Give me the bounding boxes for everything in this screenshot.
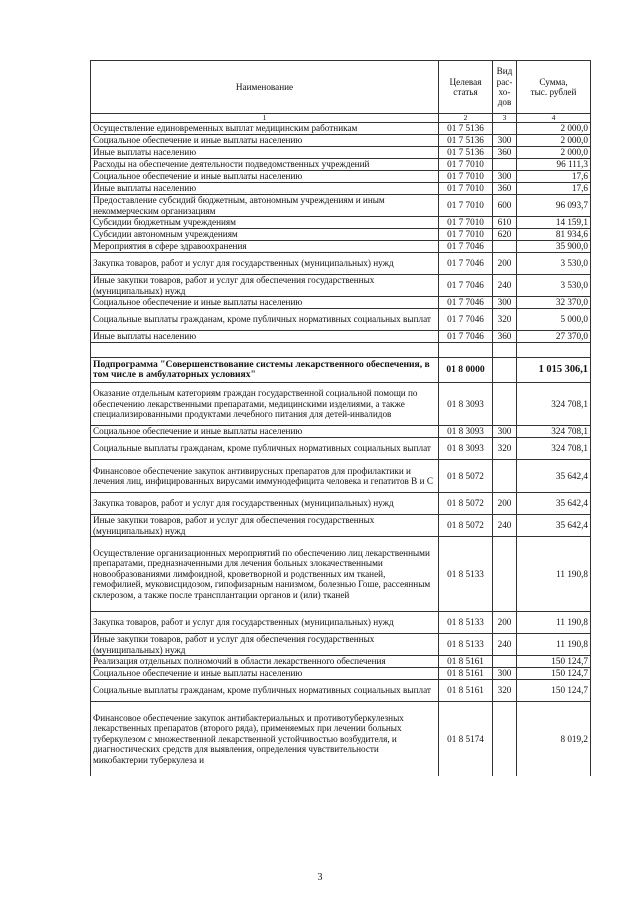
row-vid-cell: 360 (493, 183, 517, 195)
table-row (91, 229, 591, 241)
row-vid-cell: 200 (493, 493, 517, 515)
row-sum-cell: 150 124,7 (517, 656, 591, 668)
table-row (91, 241, 591, 253)
row-sum-cell: 17,6 (517, 183, 591, 195)
row-code-cell: 01 8 5133 (439, 634, 493, 656)
row-name-cell: Социальное обеспечение и иные выплаты населению (91, 426, 439, 438)
table-body (91, 123, 591, 777)
table-row (91, 612, 591, 634)
row-vid-cell: 320 (493, 438, 517, 460)
row-vid-cell (493, 702, 517, 777)
row-vid-cell: 620 (493, 229, 517, 241)
table-row (91, 331, 591, 343)
row-sum-cell: 35 642,4 (517, 460, 591, 493)
row-sum-cell: 11 190,8 (517, 634, 591, 656)
row-sum-cell: 2 000,0 (517, 147, 591, 159)
row-sum-cell: 35 642,4 (517, 515, 591, 537)
row-sum-cell: 14 159,1 (517, 217, 591, 229)
table-row (91, 159, 591, 171)
row-name-cell: Социальные выплаты гражданам, кроме публичных нормативных социальных выплат (91, 309, 439, 331)
table-row (91, 297, 591, 309)
row-name-cell: Социальное обеспечение и иные выплаты населению (91, 668, 439, 680)
row-vid-cell (493, 358, 517, 383)
row-sum-cell: 8 019,2 (517, 702, 591, 777)
row-sum-cell: 35 642,4 (517, 493, 591, 515)
table-row (91, 343, 591, 358)
table-row (91, 183, 591, 195)
row-vid-cell (493, 460, 517, 493)
row-vid-cell: 300 (493, 135, 517, 147)
row-vid-cell (493, 537, 517, 612)
row-vid-cell (493, 343, 517, 358)
row-vid-cell (493, 656, 517, 668)
row-name-cell: Подпрограмма "Совершенствование системы лекарственного обеспечения, в том числе в амбулаторных условиях" (91, 358, 439, 383)
row-name-cell: Социальное обеспечение и иные выплаты населению (91, 135, 439, 147)
row-vid-cell: 610 (493, 217, 517, 229)
row-code-cell: 01 8 0000 (439, 358, 493, 383)
row-sum-cell (517, 343, 591, 358)
row-sum-cell: 32 370,0 (517, 297, 591, 309)
table-row (91, 195, 591, 217)
row-vid-cell (493, 241, 517, 253)
row-code-cell: 01 8 5133 (439, 612, 493, 634)
row-name-cell: Иные выплаты населению (91, 331, 439, 343)
row-name-cell: Осуществление единовременных выплат медицинским работникам (91, 123, 439, 135)
row-sum-cell: 2 000,0 (517, 135, 591, 147)
row-code-cell: 01 7 7010 (439, 217, 493, 229)
column-number-row (91, 114, 591, 123)
row-sum-cell: 96 111,3 (517, 159, 591, 171)
table-row (91, 171, 591, 183)
row-code-cell: 01 8 3093 (439, 383, 493, 426)
row-sum-cell: 3 530,0 (517, 275, 591, 297)
row-sum-cell: 3 530,0 (517, 253, 591, 275)
row-vid-cell: 300 (493, 171, 517, 183)
row-sum-cell: 17,6 (517, 171, 591, 183)
row-code-cell: 01 7 7010 (439, 195, 493, 217)
table-row (91, 493, 591, 515)
header-vid (493, 61, 517, 114)
row-name-cell: Расходы на обеспечение деятельности подведомственных учреждений (91, 159, 439, 171)
row-name-cell: Закупка товаров, работ и услуг для государственных (муниципальных) нужд (91, 253, 439, 275)
row-sum-cell: 96 093,7 (517, 195, 591, 217)
row-vid-cell: 360 (493, 331, 517, 343)
row-code-cell: 01 8 5161 (439, 668, 493, 680)
column-number: 2 (439, 114, 493, 123)
row-vid-cell: 320 (493, 309, 517, 331)
row-code-cell: 01 7 7046 (439, 275, 493, 297)
table-row (91, 123, 591, 135)
row-code-cell: 01 8 5174 (439, 702, 493, 777)
header-vid-text: Вид рас- хо- дов (496, 66, 513, 108)
table-row (91, 275, 591, 297)
table-row (91, 217, 591, 229)
header-row (91, 61, 591, 114)
row-name-cell: Закупка товаров, работ и услуг для государственных (муниципальных) нужд (91, 493, 439, 515)
row-vid-cell: 240 (493, 634, 517, 656)
header-code-text: Целевая статья (449, 76, 482, 97)
row-sum-cell: 11 190,8 (517, 537, 591, 612)
row-vid-cell (493, 383, 517, 426)
table-row (91, 309, 591, 331)
row-name-cell: Иные закупки товаров, работ и услуг для обеспечения государственных (муниципальных) нужд (91, 634, 439, 656)
row-sum-cell: 2 000,0 (517, 123, 591, 135)
table-row (91, 668, 591, 680)
table-row (91, 702, 591, 777)
row-vid-cell: 320 (493, 680, 517, 702)
header-code (439, 61, 493, 114)
column-number: 1 (91, 114, 439, 123)
row-sum-cell: 81 934,6 (517, 229, 591, 241)
row-vid-cell: 300 (493, 668, 517, 680)
row-name-cell: Мероприятия в сфере здравоохранения (91, 241, 439, 253)
header-sum-text: Сумма, тыс. рублей (530, 76, 577, 97)
row-name-cell: Иные выплаты населению (91, 183, 439, 195)
row-vid-cell (493, 123, 517, 135)
row-code-cell: 01 7 7010 (439, 171, 493, 183)
table-row (91, 253, 591, 275)
row-name-cell: Осуществление организационных мероприятий по обеспечению лиц лекарственными препаратами, предназначенными для лечения больных злокачественными новообразованиями лимфоидной, кроветворной и родственных им тканей, гемофилией, муковисцидозом, гипофизарным нанизмом, болезнью Гоше, рассеянным склерозом, а также после трансплантации органов и (или) тканей (91, 537, 439, 612)
row-name-cell: Социальное обеспечение и иные выплаты населению (91, 171, 439, 183)
header-sum (517, 61, 591, 114)
row-sum-cell: 1 015 306,1 (517, 358, 591, 383)
budget-table (90, 60, 591, 776)
table-row (91, 426, 591, 438)
table-row (91, 680, 591, 702)
row-vid-cell (493, 159, 517, 171)
row-code-cell: 01 7 5136 (439, 135, 493, 147)
row-sum-cell: 324 708,1 (517, 383, 591, 426)
row-name-cell: Финансовое обеспечение закупок антибактериальных и противотуберкулезных лекарственных препаратов (второго ряда), применяемых при лечении больных туберкулезом с множественной лекарственной устойчивостью возбудителя, и диагностических средств для выявления, определения чувствительности микобактерии туберкулеза и (91, 702, 439, 777)
row-name-cell: Социальное обеспечение и иные выплаты населению (91, 297, 439, 309)
row-vid-cell: 360 (493, 147, 517, 159)
table-row (91, 438, 591, 460)
row-sum-cell: 150 124,7 (517, 680, 591, 702)
row-sum-cell: 35 900,0 (517, 241, 591, 253)
row-name-cell: Иные закупки товаров, работ и услуг для обеспечения государственных (муниципальных) нужд (91, 515, 439, 537)
row-name-cell: Закупка товаров, работ и услуг для государственных (муниципальных) нужд (91, 612, 439, 634)
row-code-cell: 01 7 7010 (439, 183, 493, 195)
row-name-cell: Иные выплаты населению (91, 147, 439, 159)
table-row (91, 634, 591, 656)
header-name-text: Наименование (235, 81, 294, 92)
header-name (91, 61, 439, 114)
row-code-cell: 01 7 7046 (439, 253, 493, 275)
row-name-cell: Социальные выплаты гражданам, кроме публичных нормативных социальных выплат (91, 438, 439, 460)
table-row (91, 515, 591, 537)
row-sum-cell: 324 708,1 (517, 426, 591, 438)
row-code-cell: 01 7 5136 (439, 123, 493, 135)
row-sum-cell: 11 190,8 (517, 612, 591, 634)
row-name-cell (91, 343, 439, 358)
row-name-cell: Реализация отдельных полномочий в области лекарственного обеспечения (91, 656, 439, 668)
row-code-cell: 01 8 5072 (439, 493, 493, 515)
row-vid-cell: 200 (493, 612, 517, 634)
row-name-cell: Иные закупки товаров, работ и услуг для обеспечения государственных (муниципальных) нужд (91, 275, 439, 297)
page-number: 3 (317, 872, 323, 883)
row-code-cell: 01 7 7046 (439, 309, 493, 331)
row-code-cell: 01 8 5133 (439, 537, 493, 612)
row-vid-cell: 200 (493, 253, 517, 275)
row-code-cell: 01 8 5072 (439, 515, 493, 537)
row-code-cell: 01 8 3093 (439, 438, 493, 460)
row-code-cell (439, 343, 493, 358)
row-sum-cell: 150 124,7 (517, 668, 591, 680)
row-name-cell: Социальные выплаты гражданам, кроме публичных нормативных социальных выплат (91, 680, 439, 702)
table-row (91, 135, 591, 147)
row-name-cell: Финансовое обеспечение закупок антивирусных препаратов для профилактики и лечения лиц, инфицированных вирусами иммунодефицита человека и гепатитов В и С (91, 460, 439, 493)
table-row (91, 460, 591, 493)
row-vid-cell: 600 (493, 195, 517, 217)
table-row (91, 358, 591, 383)
table-row (91, 147, 591, 159)
row-code-cell: 01 8 5161 (439, 680, 493, 702)
row-code-cell: 01 8 5072 (439, 460, 493, 493)
table-row (91, 383, 591, 426)
row-name-cell: Субсидии автономным учреждениям (91, 229, 439, 241)
row-vid-cell: 300 (493, 297, 517, 309)
table-row (91, 537, 591, 612)
row-sum-cell: 5 000,0 (517, 309, 591, 331)
row-name-cell: Субсидии бюджетным учреждениям (91, 217, 439, 229)
row-code-cell: 01 8 5161 (439, 656, 493, 668)
row-code-cell: 01 8 3093 (439, 426, 493, 438)
row-code-cell: 01 7 5136 (439, 147, 493, 159)
column-number: 3 (493, 114, 517, 123)
row-code-cell: 01 7 7046 (439, 241, 493, 253)
row-vid-cell: 240 (493, 515, 517, 537)
row-vid-cell: 300 (493, 426, 517, 438)
row-code-cell: 01 7 7010 (439, 229, 493, 241)
table-row (91, 656, 591, 668)
row-code-cell: 01 7 7010 (439, 159, 493, 171)
row-vid-cell: 240 (493, 275, 517, 297)
row-sum-cell: 324 708,1 (517, 438, 591, 460)
row-name-cell: Оказание отдельным категориям граждан государственной социальной помощи по обеспечению лекарственными препаратами, медицинскими изделиями, а также специализированными продуктами лечебного питания для детей-инвалидов (91, 383, 439, 426)
row-sum-cell: 27 370,0 (517, 331, 591, 343)
row-code-cell: 01 7 7046 (439, 297, 493, 309)
row-name-cell: Предоставление субсидий бюджетным, автономным учреждениям и иным некоммерческим организациям (91, 195, 439, 217)
row-code-cell: 01 7 7046 (439, 331, 493, 343)
column-number: 4 (517, 114, 591, 123)
